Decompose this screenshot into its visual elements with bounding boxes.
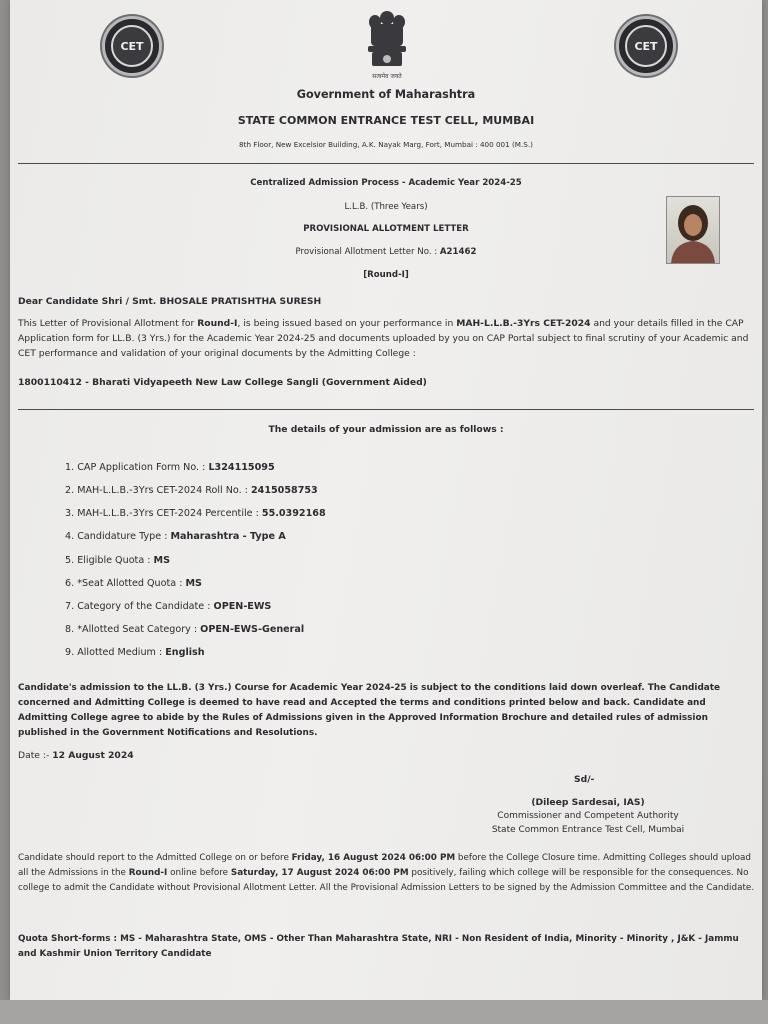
state-emblem-icon (359, 6, 415, 80)
details-heading: The details of your admission are as follows : (268, 424, 504, 435)
cet-logo-left (102, 16, 162, 76)
round-label: [Round-I] (363, 270, 409, 280)
candidate-portrait-icon (667, 197, 719, 263)
salutation-prefix: Dear Candidate Shri / Smt. (18, 296, 160, 307)
conditions-paragraph: Candidate's admission to the LL.B. (3 Yrs.) Course for Academic Year 2024-25 is subject to the conditions laid down overleaf. The Candidate concerned and Admitting College is deemed to have read and Accepted the terms and conditions printed below and back. Candidate and Admitting College agree to abide by the Rules of Admissions given in the Approved Information Brochure and detailed rules of admission published in the Government Notifications and Resolutions. (18, 683, 721, 738)
reporting-paragraph: Candidate should report to the Admitted College on or before Friday, 16 August 2024 06:00 PM before the College Closure time. Admitting Colleges should upload all the Admissions in the Round-I online before Saturday, 17 August 2024 06:00 PM positively, failing which college will be responsible for the consequences. No college to admit the Candidate without Provisional Allotment Letter. All the Provisional Admission Letters to be signed by the Admission Committee and the Candidate. (18, 853, 755, 893)
candidate-name: BHOSALE PRATISHTHA SURESH (159, 296, 322, 307)
signatory-office: State Common Entrance Test Cell, Mumbai (491, 825, 685, 835)
list-item: 3. MAH-L.L.B.-3Yrs CET-2024 Percentile : 55.0392168 (65, 508, 326, 519)
list-item: 4. Candidature Type : Maharashtra - Type A (65, 531, 286, 542)
intro-round: Round-I (197, 318, 238, 329)
date-label: Date :- (18, 750, 53, 761)
candidate-photo (666, 196, 720, 264)
letter-number: A21462 (439, 247, 477, 257)
allotted-college: 1800110412 - Bharati Vidyapeeth New Law College Sangli (Government Aided) (18, 377, 427, 388)
issue-date (18, 750, 134, 761)
header-divider (18, 163, 754, 164)
list-item: 8. *Allotted Seat Category : OPEN-EWS-General (65, 624, 305, 635)
allotment-letter-page (10, 0, 762, 1000)
college-divider (18, 409, 754, 410)
list-item: 9. Allotted Medium : English (65, 647, 205, 658)
signatory-designation: Commissioner and Competent Authority (497, 811, 679, 821)
government-title: Government of Maharashtra (296, 88, 476, 101)
signature-sd: Sd/- (574, 774, 595, 785)
course-line: L.L.B. (Three Years) (344, 202, 428, 212)
background-surface (0, 1000, 768, 1024)
intro-text-3: and your details filled in the CAP Application form for LL.B. (3 Yrs.) for the Academic Year 2024-25 and documents uploaded by you on CAP Portal subject to final scrutiny of your Academic and CET performance and validation of your original documents by the Admitting College : (18, 318, 749, 359)
list-item: 7. Category of the Candidate : OPEN-EWS (65, 601, 272, 612)
cet-logo-text-right: CET (625, 25, 667, 67)
intro-text-2: , is being issued based on your performance in (237, 318, 457, 329)
salutation (18, 296, 321, 307)
letter-title: PROVISIONAL ALLOTMENT LETTER (303, 224, 469, 234)
intro-text-1: This Letter of Provisional Allotment for (18, 318, 198, 329)
letter-number-label: Provisional Allotment Letter No. : (295, 247, 440, 257)
signatory-name: (Dileep Sardesai, IAS) (531, 797, 645, 808)
cap-process-line: Centralized Admission Process - Academic Year 2024-25 (250, 178, 522, 188)
office-address: 8th Floor, New Excelsior Building, A.K. Nayak Marg, Fort, Mumbai : 400 001 (M.S.) (239, 140, 533, 149)
intro-exam: MAH-L.L.B.-3Yrs CET-2024 (456, 318, 591, 329)
intro-paragraph (18, 316, 758, 361)
list-item: 2. MAH-L.L.B.-3Yrs CET-2024 Roll No. : 2415058753 (65, 485, 318, 496)
list-item: 6. *Seat Allotted Quota : MS (65, 578, 202, 589)
cet-logo-right (616, 16, 676, 76)
cell-title: STATE COMMON ENTRANCE TEST CELL, MUMBAI (237, 114, 535, 127)
emblem-caption: सत्यमेव जयते (372, 73, 402, 80)
date-value: 12 August 2024 (52, 750, 134, 761)
list-item: 1. CAP Application Form No. : L324115095 (65, 462, 275, 473)
letter-number-line (10, 247, 762, 257)
list-item: 5. Eligible Quota : MS (65, 555, 171, 566)
cet-logo-text-left: CET (111, 25, 153, 67)
quota-short-forms: Quota Short-forms : MS - Maharashtra State, OMS - Other Than Maharashtra State, NRI - Non Resident of India, Minority - Minority , J&K - Jammu and Kashmir Union Territory Candidate (18, 934, 739, 959)
